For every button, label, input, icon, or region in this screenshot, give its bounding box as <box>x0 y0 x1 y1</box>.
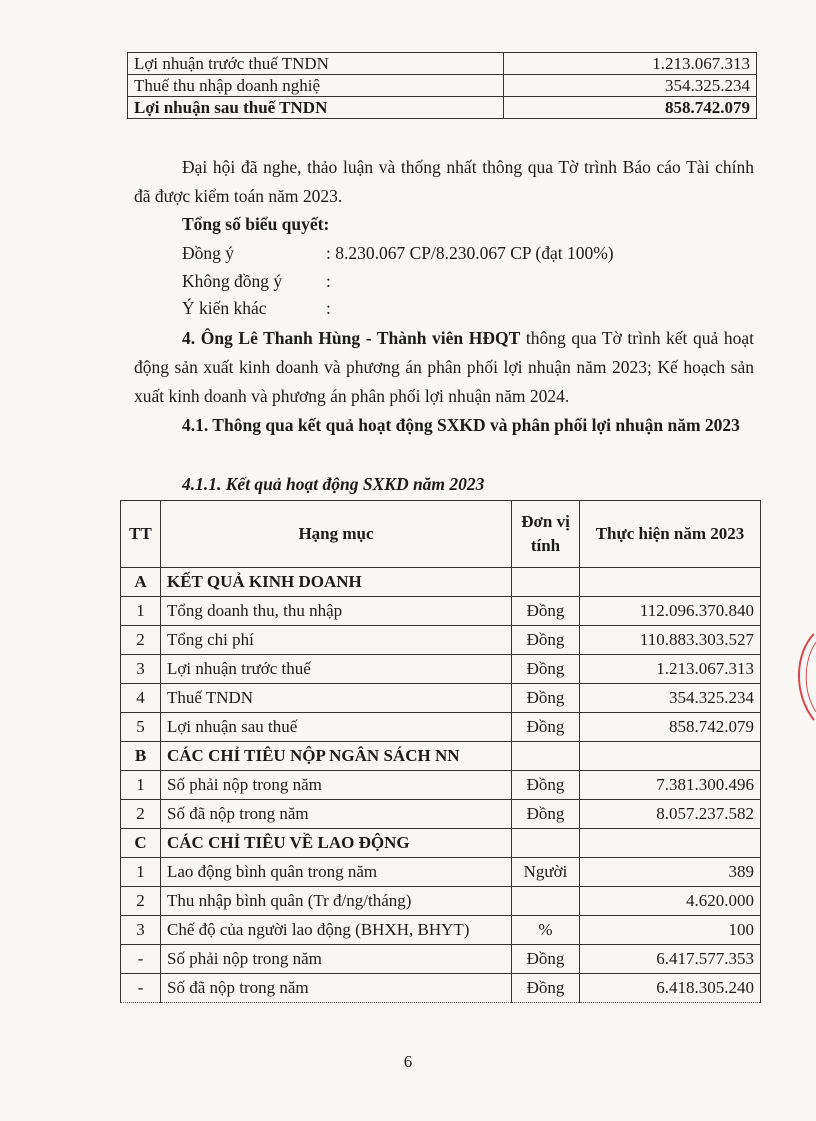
row-value: 110.883.303.527 <box>580 626 761 655</box>
row-item: Chế độ của người lao động (BHXH, BHYT) <box>161 916 512 945</box>
row-value <box>580 829 761 858</box>
item-4-1-heading: 4.1. Thông qua kết quả hoạt động SXKD và phân phối lợi nhuận năm 2023 <box>182 415 740 435</box>
row-value: 6.418.305.240 <box>580 974 761 1003</box>
paragraph-approval: Đại hội đã nghe, thảo luận và thống nhất thông qua Tờ trình Báo cáo Tài chính đã được kiểm toán năm 2023. <box>134 157 754 206</box>
summary-value: 354.325.234 <box>504 75 757 97</box>
row-item: KẾT QUẢ KINH DOANH <box>161 568 512 597</box>
row-unit: Đồng <box>512 655 580 684</box>
row-value: 1.213.067.313 <box>580 655 761 684</box>
summary-value: 1.213.067.313 <box>504 53 757 75</box>
row-item: Tổng chi phí <box>161 626 512 655</box>
table-row <box>121 771 761 800</box>
red-stamp-fragment <box>786 632 816 722</box>
row-unit <box>512 887 580 916</box>
row-item: CÁC CHỈ TIÊU VỀ LAO ĐỘNG <box>161 829 512 858</box>
row-item: Số đã nộp trong năm <box>161 800 512 829</box>
row-item: Số phải nộp trong năm <box>161 771 512 800</box>
profit-summary-table <box>127 52 757 119</box>
vote-heading: Tổng số biểu quyết: <box>182 214 330 234</box>
table-row <box>121 887 761 916</box>
row-tt: - <box>121 945 161 974</box>
row-tt: - <box>121 974 161 1003</box>
header-unit: Đơn vị tính <box>512 501 580 568</box>
row-unit <box>512 568 580 597</box>
row-tt: 1 <box>121 771 161 800</box>
row-unit: Đồng <box>512 974 580 1003</box>
row-value: 112.096.370.840 <box>580 597 761 626</box>
business-results-table <box>120 500 761 1003</box>
vote-other-label: Ý kiến khác <box>182 298 267 318</box>
summary-value: 858.742.079 <box>504 97 757 119</box>
row-item: Lợi nhuận sau thuế <box>161 713 512 742</box>
row-tt: 5 <box>121 713 161 742</box>
row-item: Số đã nộp trong năm <box>161 974 512 1003</box>
item-4-title: 4. Ông Lê Thanh Hùng - Thành viên HĐQT <box>182 328 521 348</box>
vote-disagree-label: Không đồng ý <box>182 271 283 291</box>
row-value: 6.417.577.353 <box>580 945 761 974</box>
row-value: 100 <box>580 916 761 945</box>
row-unit: Người <box>512 858 580 887</box>
summary-row <box>128 97 757 119</box>
table-row <box>121 713 761 742</box>
vote-disagree-value: : <box>326 271 331 291</box>
row-unit: Đồng <box>512 684 580 713</box>
vote-agree-value: : 8.230.067 CP/8.230.067 CP (đạt 100%) <box>326 243 614 263</box>
item-4-1-1-heading: 4.1.1. Kết quả hoạt động SXKD năm 2023 <box>182 474 485 494</box>
summary-label: Lợi nhuận trước thuế TNDN <box>128 53 504 75</box>
section-row <box>121 568 761 597</box>
row-tt: C <box>121 829 161 858</box>
row-item: Thu nhập bình quân (Tr đ/ng/tháng) <box>161 887 512 916</box>
row-unit: Đồng <box>512 626 580 655</box>
row-tt: 3 <box>121 916 161 945</box>
row-unit: Đồng <box>512 597 580 626</box>
table-row <box>121 858 761 887</box>
row-unit <box>512 829 580 858</box>
row-tt: 2 <box>121 887 161 916</box>
row-unit: Đồng <box>512 771 580 800</box>
row-item: Số phải nộp trong năm <box>161 945 512 974</box>
table-header-row <box>121 501 761 568</box>
row-value <box>580 742 761 771</box>
table-row <box>121 684 761 713</box>
row-tt: B <box>121 742 161 771</box>
row-value: 389 <box>580 858 761 887</box>
row-tt: 4 <box>121 684 161 713</box>
row-value: 354.325.234 <box>580 684 761 713</box>
table-row <box>121 916 761 945</box>
row-tt: 3 <box>121 655 161 684</box>
row-tt: 2 <box>121 800 161 829</box>
header-item: Hạng mục <box>161 501 512 568</box>
item-4-paragraph <box>134 324 754 411</box>
summary-row <box>128 75 757 97</box>
row-unit: Đồng <box>512 713 580 742</box>
row-item: Tổng doanh thu, thu nhập <box>161 597 512 626</box>
summary-row <box>128 53 757 75</box>
table-row <box>121 597 761 626</box>
header-value: Thực hiện năm 2023 <box>580 501 761 568</box>
row-value <box>580 568 761 597</box>
summary-label: Lợi nhuận sau thuế TNDN <box>128 97 504 119</box>
row-unit <box>512 742 580 771</box>
row-value: 8.057.237.582 <box>580 800 761 829</box>
row-value: 7.381.300.496 <box>580 771 761 800</box>
table-row <box>121 800 761 829</box>
section-row <box>121 742 761 771</box>
row-value: 858.742.079 <box>580 713 761 742</box>
row-item: Thuế TNDN <box>161 684 512 713</box>
row-item: CÁC CHỈ TIÊU NỘP NGÂN SÁCH NN <box>161 742 512 771</box>
row-unit: Đồng <box>512 800 580 829</box>
vote-agree-label: Đồng ý <box>182 243 235 263</box>
section-row <box>121 829 761 858</box>
row-item: Lợi nhuận trước thuế <box>161 655 512 684</box>
vote-other-value: : <box>326 298 331 318</box>
row-tt: A <box>121 568 161 597</box>
summary-label: Thuế thu nhập doanh nghiệ <box>128 75 504 97</box>
item-4-text: thông qua Tờ trình kết quả hoạt động sản xuất kinh doanh và phương án phân phối lợi nhuận năm 2023; Kế hoạch sản xuất kinh doanh và phương án phân phối lợi nhuận năm 2024. <box>134 328 754 406</box>
table-row <box>121 655 761 684</box>
table-row <box>121 974 761 1003</box>
row-item: Lao động bình quân trong năm <box>161 858 512 887</box>
row-value: 4.620.000 <box>580 887 761 916</box>
header-tt: TT <box>121 501 161 568</box>
row-tt: 1 <box>121 858 161 887</box>
row-unit: Đồng <box>512 945 580 974</box>
row-tt: 2 <box>121 626 161 655</box>
table-row <box>121 945 761 974</box>
row-unit: % <box>512 916 580 945</box>
page-number: 6 <box>403 1052 413 1071</box>
table-row <box>121 626 761 655</box>
row-tt: 1 <box>121 597 161 626</box>
